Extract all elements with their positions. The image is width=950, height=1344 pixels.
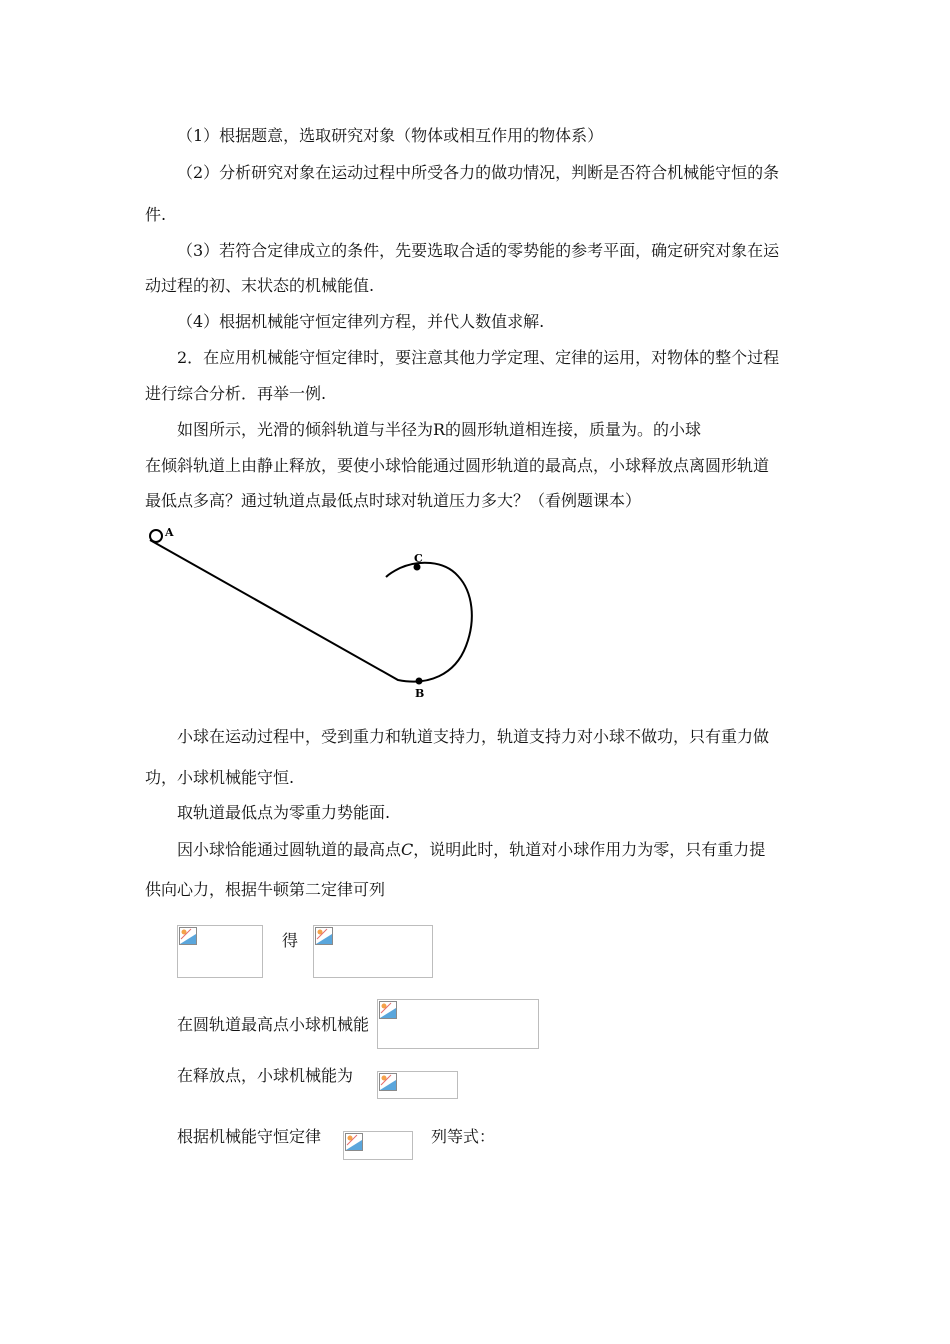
conservation-text: 根据机械能守恒定律 [177, 1127, 322, 1146]
broken-image-icon [315, 927, 333, 945]
reference-plane-text: 取轨道最低点为零重力势能面. [177, 803, 391, 822]
track-diagram [140, 520, 490, 705]
step-4-text: （4）根据机械能守恒定律列方程，并代人数值求解. [177, 312, 545, 331]
top-point-text-b: ，说明此时，轨道对小球作用力为零，只有重力提 [413, 840, 766, 859]
broken-image-icon [379, 1001, 397, 1019]
incline-and-loop-track [150, 540, 472, 682]
step-1-text: （1）根据题意，选取研究对象（物体或相互作用的物体系） [177, 126, 604, 145]
step-3-text: （3）若符合定律成立的条件，先要选取合适的零势能的参考平面，确定研究对象在运 [177, 241, 780, 260]
de-text: 得 [282, 931, 299, 950]
newton-law-text: 供向心力，根据牛顿第二定律可列 [145, 880, 386, 899]
broken-image-icon [345, 1133, 363, 1151]
broken-image-icon [379, 1073, 397, 1091]
point-2-text: 2．在应用机械能守恒定律时，要注意其他力学定理、定律的运用，对物体的整个过程 [177, 348, 780, 367]
equation-image-3 [377, 999, 539, 1049]
label-a: A [165, 526, 174, 539]
label-b: B [415, 687, 425, 700]
label-c: C [414, 552, 423, 565]
analysis-text-cont: 功，小球机械能守恒. [145, 768, 295, 787]
equation-image-5 [343, 1131, 413, 1160]
point-c-italic: C [401, 840, 414, 859]
step-3-text-cont: 动过程的初、末状态的机械能值. [145, 276, 375, 295]
release-energy-text: 在释放点，小球机械能为 [177, 1066, 354, 1085]
point-b [416, 678, 423, 685]
equation-text: 列等式： [431, 1127, 496, 1146]
point-2-text-cont: 进行综合分析．再举一例. [145, 384, 327, 403]
problem-text-2: 在倾斜轨道上由静止释放，要使小球恰能通过圆形轨道的最高点，小球释放点离圆形轨道 [145, 456, 770, 475]
analysis-text: 小球在运动过程中，受到重力和轨道支持力，轨道支持力对小球不做功，只有重力做 [177, 727, 770, 746]
top-energy-text: 在圆轨道最高点小球机械能 [177, 1015, 370, 1034]
equation-image-4 [377, 1071, 458, 1099]
step-2-text-cont: 件. [145, 205, 167, 224]
equation-image-2 [313, 925, 433, 978]
problem-text-1: 如图所示，光滑的倾斜轨道与半径为R的圆形轨道相连接，质量为。的小球 [177, 420, 702, 439]
top-point-text [177, 840, 765, 860]
step-2-text: （2）分析研究对象在运动过程中所受各力的做功情况，判断是否符合机械能守恒的条 [177, 163, 780, 182]
broken-image-icon [179, 927, 197, 945]
top-point-text-a: 因小球恰能通过圆轨道的最高点 [177, 840, 402, 859]
equation-image-1 [177, 925, 263, 978]
problem-text-3: 最低点多高？通过轨道点最低点时球对轨道压力多大？（看例题课本） [145, 491, 642, 510]
